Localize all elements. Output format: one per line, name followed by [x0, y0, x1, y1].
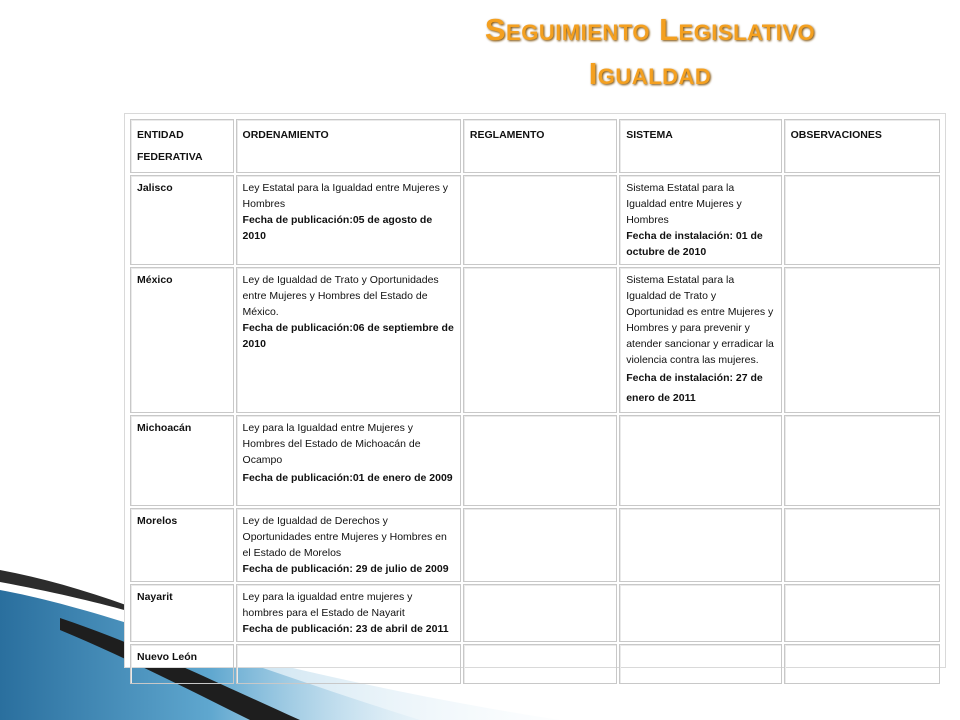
table-row — [130, 415, 940, 506]
slide-title — [300, 8, 960, 96]
row-reglamento — [463, 584, 617, 642]
row-sistema — [619, 415, 781, 506]
row-sistema: Sistema Estatal para la Igualdad de Trato y Oportunidad es entre Mujeres y Hombres y para prevenir y atender sancionar y erradicar la violencia contra las mujeres. Fecha de instalación: 27 de enero de 2011 — [619, 267, 781, 413]
header-entidad: ENTIDAD FEDERATIVA — [130, 119, 234, 173]
header-ordenamiento: ORDENAMIENTO — [236, 119, 461, 173]
table-row — [130, 644, 940, 684]
row-entidad: Michoacán — [130, 415, 234, 506]
legislative-table — [128, 117, 942, 686]
title-line-2: Igualdad — [588, 56, 712, 91]
row-observaciones — [784, 267, 940, 413]
row-ordenamiento: Ley Estatal para la Igualdad entre Mujeres y Hombres Fecha de publicación:05 de agosto de 2010 — [236, 175, 461, 265]
legislative-table-container — [124, 113, 946, 668]
row-reglamento — [463, 267, 617, 413]
row-ordenamiento: Ley para la igualdad entre mujeres y hombres para el Estado de Nayarit Fecha de publicación: 23 de abril de 2011 — [236, 584, 461, 642]
row-sistema — [619, 644, 781, 684]
row-observaciones — [784, 175, 940, 265]
row-entidad: Nuevo León — [130, 644, 234, 684]
row-ordenamiento: Ley para la Igualdad entre Mujeres y Hombres del Estado de Michoacán de Ocampo Fecha de publicación:01 de enero de 2009 — [236, 415, 461, 506]
row-reglamento — [463, 175, 617, 265]
title-line-1: Seguimiento Legislativo — [484, 12, 816, 47]
row-ordenamiento: Ley de Igualdad de Derechos y Oportunidades entre Mujeres y Hombres en el Estado de Morelos Fecha de publicación: 29 de julio de 2009 — [236, 508, 461, 582]
header-observaciones: OBSERVACIONES — [784, 119, 940, 173]
table-row — [130, 175, 940, 265]
table-row — [130, 584, 940, 642]
row-ordenamiento: Ley de Igualdad de Trato y Oportunidades entre Mujeres y Hombres del Estado de México. Fecha de publicación:06 de septiembre de 2010 — [236, 267, 461, 413]
row-entidad: Nayarit — [130, 584, 234, 642]
header-sistema: SISTEMA — [619, 119, 781, 173]
row-observaciones — [784, 644, 940, 684]
row-reglamento — [463, 415, 617, 506]
row-ordenamiento — [236, 644, 461, 684]
row-entidad: Jalisco — [130, 175, 234, 265]
row-reglamento — [463, 508, 617, 582]
table-row — [130, 508, 940, 582]
row-sistema — [619, 508, 781, 582]
row-observaciones — [784, 508, 940, 582]
row-observaciones — [784, 584, 940, 642]
row-sistema: Sistema Estatal para la Igualdad entre Mujeres y Hombres Fecha de instalación: 01 de octubre de 2010 — [619, 175, 781, 265]
table-header-row — [130, 119, 940, 173]
row-reglamento — [463, 644, 617, 684]
row-entidad: Morelos — [130, 508, 234, 582]
row-entidad: México — [130, 267, 234, 413]
row-observaciones — [784, 415, 940, 506]
header-reglamento: REGLAMENTO — [463, 119, 617, 173]
table-row — [130, 267, 940, 413]
row-sistema — [619, 584, 781, 642]
